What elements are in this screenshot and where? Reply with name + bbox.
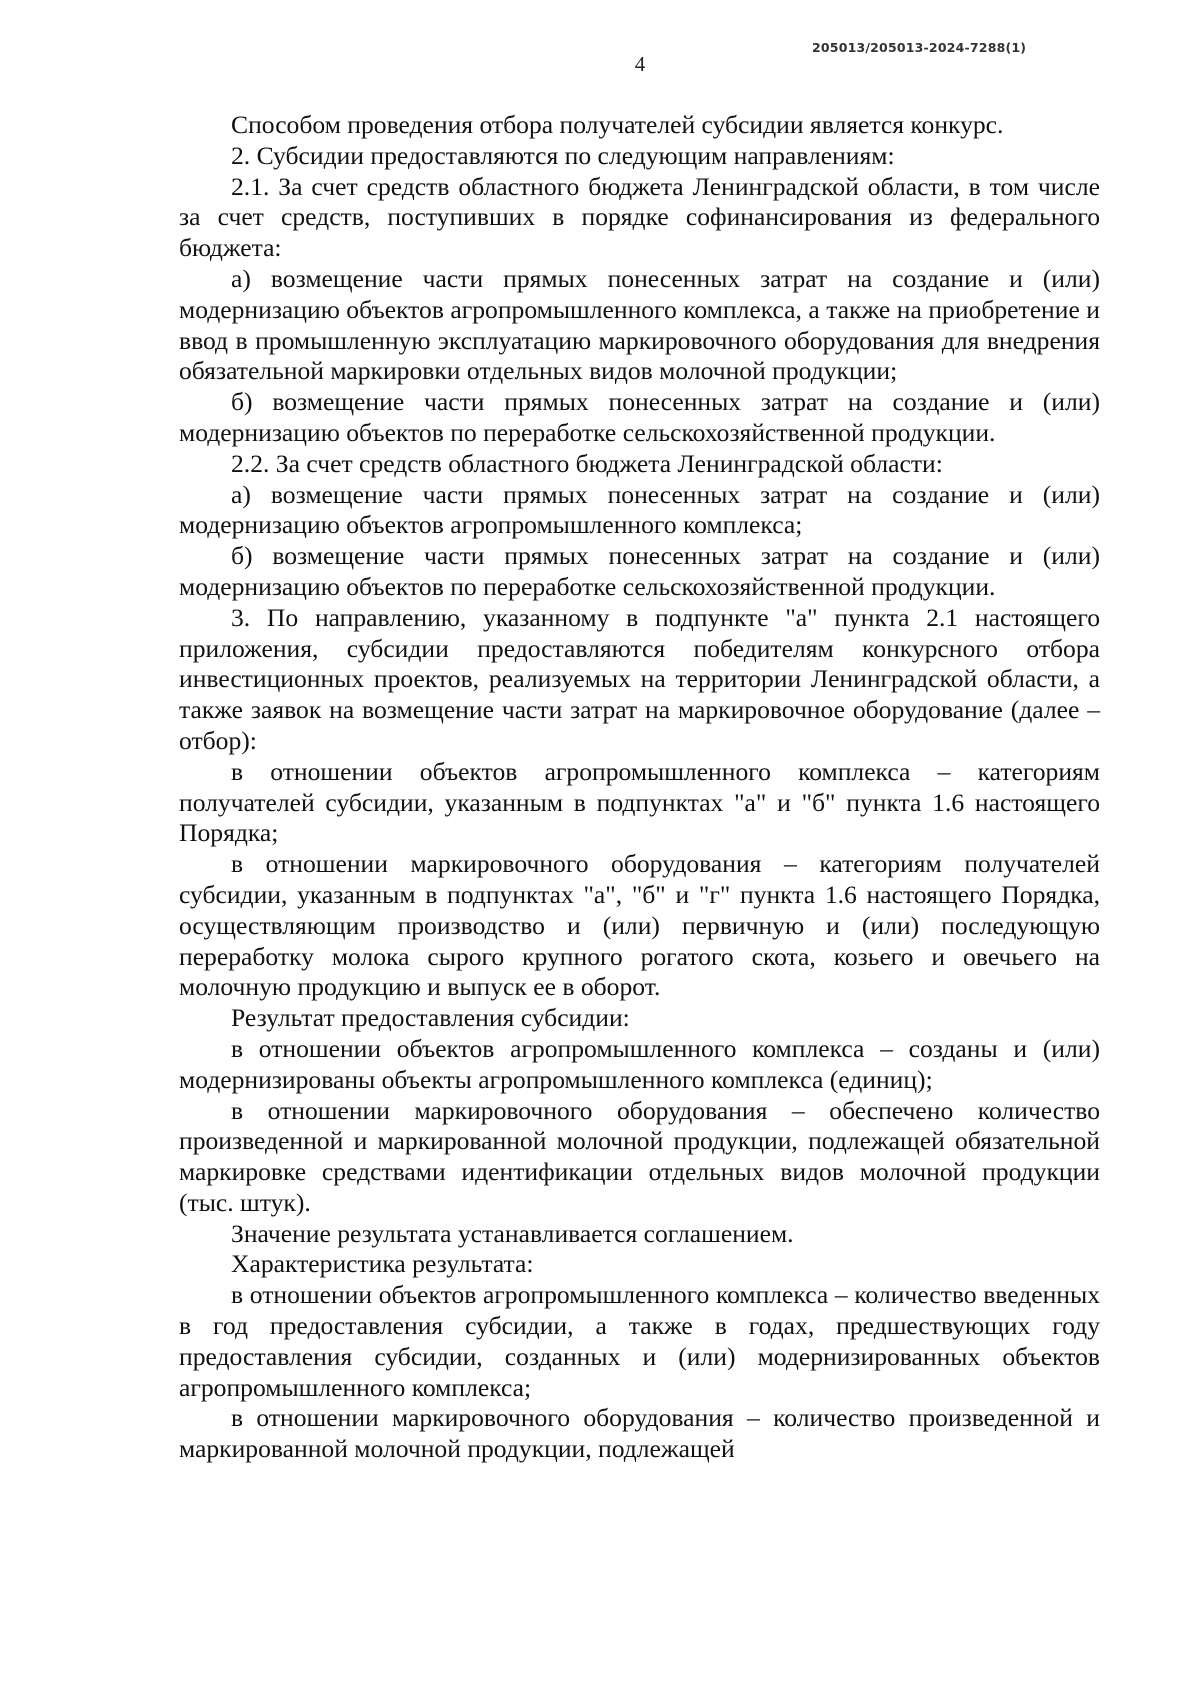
document-id: 205013/205013-2024-7288(1) [812,40,1027,55]
paragraph: а) возмещение части прямых понесенных затрат на создание и (или) модернизацию объектов агропромышленного комплекса, а также на приобретение и ввод в промышленную эксплуатацию маркировочного оборудования для внедрения обязательной маркировки отдельных видов молочной продукции; [179,263,1100,386]
paragraph: Результат предоставления субсидии: [231,1003,630,1033]
paragraph: Значение результата устанавливается соглашением. [231,1218,794,1248]
page-number: 4 [634,52,646,76]
paragraph: 3. По направлению, указанному в подпункте "а" пункта 2.1 настоящего приложения, субсидии предоставляются победителям конкурсного отбора инвестиционных проектов, реализуемых на территории Ленинградской области, а также заявок на возмещение части затрат на маркировочное оборудование (далее – отбор): [179,602,1100,755]
paragraph: 2.1. За счет средств областного бюджета Ленинградской области, в том числе за счет средств, поступивших в порядке софинансирования из федерального бюджета: [179,171,1100,263]
document-body [179,110,1100,1465]
paragraph: в отношении маркировочного оборудования – категориям получателей субсидии, указанным в подпунктах "а", "б" и "г" пункта 1.6 настоящего Порядка, осуществляющим производство и (или) первичную и (или) последующую переработку молока сырого крупного рогатого скота, козьего и овечьего на молочную продукцию и выпуск ее в оборот. [179,849,1100,1002]
paragraph: Характеристика результата: [231,1249,534,1279]
paragraph: Способом проведения отбора получателей субсидии является конкурс. [231,110,1004,139]
paragraph: а) возмещение части прямых понесенных затрат на создание и (или) модернизацию объектов агропромышленного комплекса; [179,479,1100,540]
paragraph: в отношении маркировочного оборудования – количество произведенной и маркированной молочной продукции, подлежащей [179,1403,1100,1464]
paragraph: б) возмещение части прямых понесенных затрат на создание и (или) модернизацию объектов по переработке сельскохозяйственной продукции. [179,541,1100,601]
paragraph: 2. Субсидии предоставляются по следующим направлениям: [231,140,895,170]
paragraph: в отношении объектов агропромышленного комплекса – категориям получателей субсидии, указанным в подпунктах "а" и "б" пункта 1.6 настоящего Порядка; [179,756,1100,848]
paragraph: в отношении объектов агропромышленного комплекса – количество введенных в год предоставления субсидии, а также в годах, предшествующих году предоставления субсидии, созданных и (или) модернизированных объектов агропромышленного комплекса; [179,1280,1100,1402]
paragraph: б) возмещение части прямых понесенных затрат на создание и (или) модернизацию объектов по переработке сельскохозяйственной продукции. [179,387,1100,447]
paragraph: 2.2. За счет средств областного бюджета Ленинградской области: [231,448,943,478]
paragraph: в отношении объектов агропромышленного комплекса – созданы и (или) модернизированы объекты агропромышленного комплекса (единиц); [179,1033,1100,1094]
paragraph: в отношении маркировочного оборудования – обеспечено количество произведенной и маркированной молочной продукции, подлежащей обязательной маркировке средствами идентификации отдельных видов молочной продукции (тыс. штук). [179,1095,1100,1217]
